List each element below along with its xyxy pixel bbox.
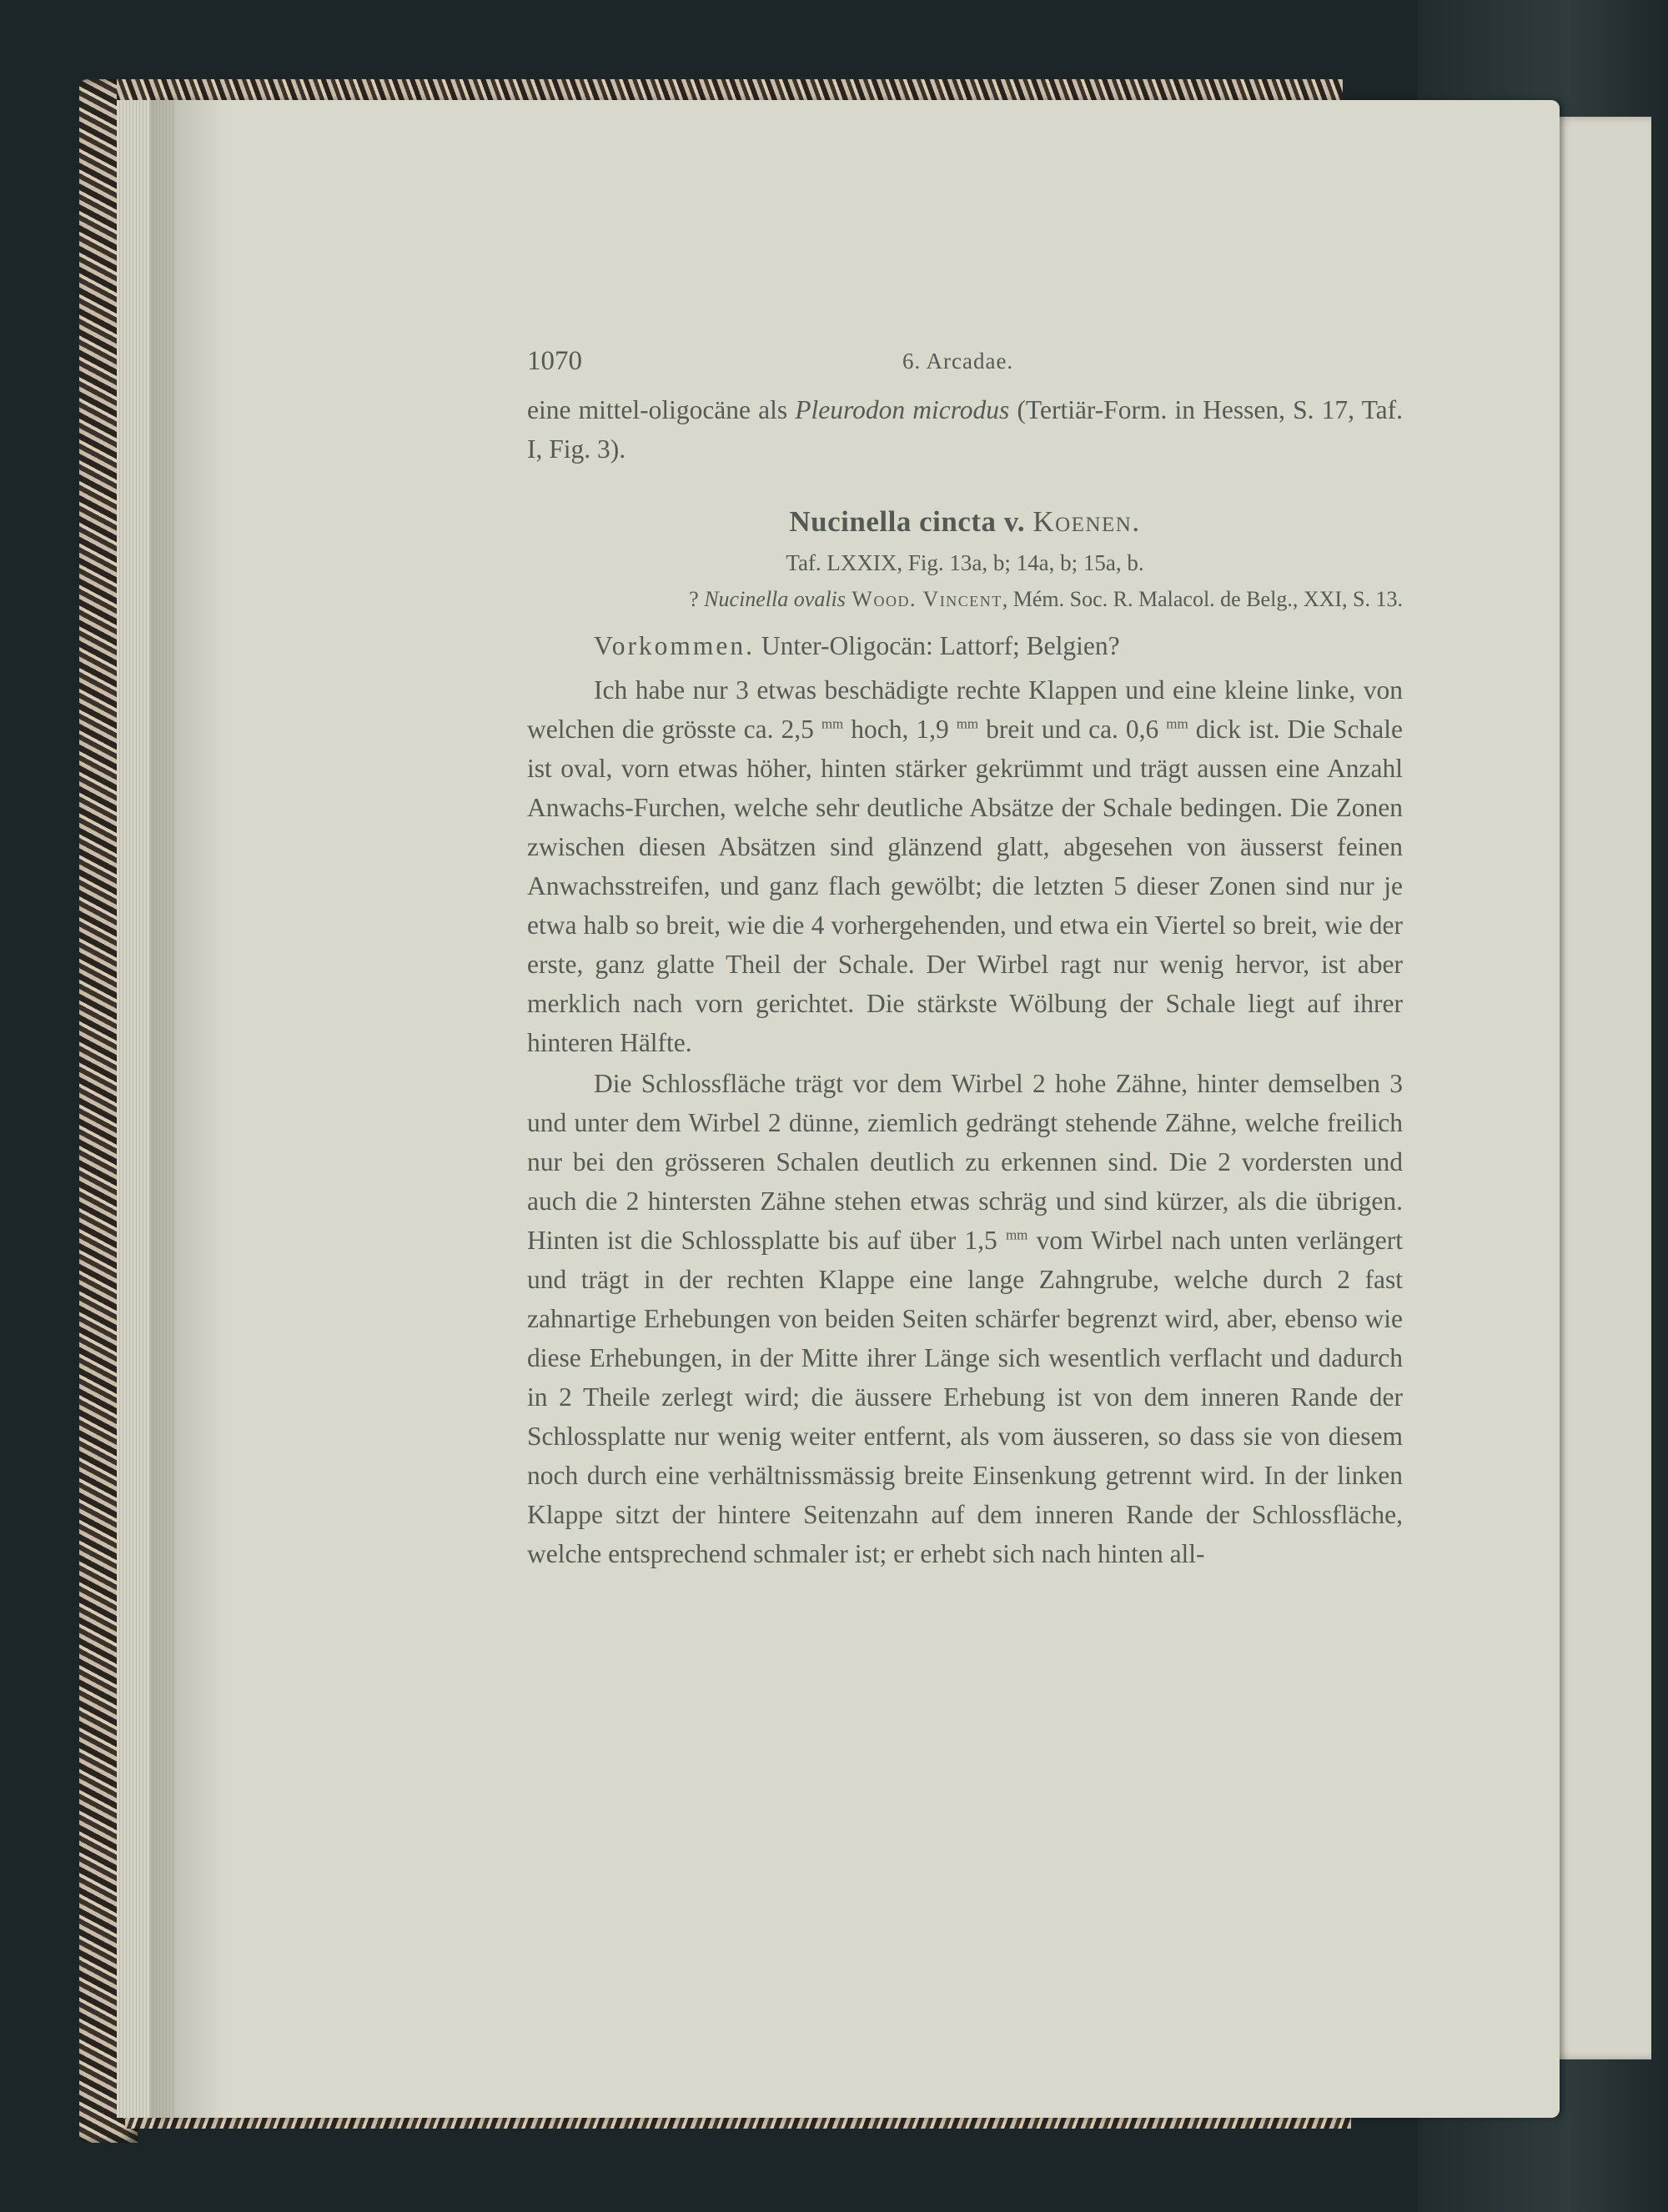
p1-text-d: dick ist. Die Schale ist oval, vorn etwas höher, hinten stärker gekrümmt und trägt aussen eine Anzahl Anwachs-Furchen, welche sehr deutliche Absätze der Schale bedingen. Die Zonen zwischen diesen Absätzen sind glänzend glatt, abgesehen von äusserst feinen Anwachsstreifen, und ganz flach gewölbt; die letzten 5 dieser Zonen sind nur je etwa halb so breit, wie die 4 vorhergehenden, und etwa ein Viertel so breit, wie der erste, ganz glatte Theil der Schale. Der Wirbel ragt nur wenig hervor, ist aber merklich nach vorn gerichtet. Die stärkste Wölbung der Schale liegt auf ihrer hinteren Hälfte.: [527, 715, 1403, 1057]
synonym-ref-author: Vincent: [922, 587, 1002, 611]
gutter-shadow: [150, 100, 225, 2118]
p1-text-c: breit und ca. 0,6: [978, 715, 1167, 744]
synonym-prefix: ?: [689, 587, 705, 611]
occurrence-label: Vorkommen.: [594, 631, 756, 660]
species-heading: [527, 502, 1403, 541]
page-number: 1070: [527, 346, 582, 376]
running-head: 6. Arcadae.: [902, 349, 1014, 374]
unit-mm: mm: [956, 715, 979, 732]
unit-mm: mm: [821, 715, 844, 732]
description-paragraph-1: [527, 670, 1403, 1062]
species-name: Nucinella cincta v.: [789, 505, 1026, 538]
unit-mm: mm: [1005, 1226, 1028, 1243]
synonym-reference: , Mém. Soc. R. Malacol. de Belg., XXI, S. 13.: [1002, 587, 1403, 611]
occurrence-line: [527, 626, 1403, 665]
plate-reference: Taf. LXXIX, Fig. 13a, b; 14a, b; 15a, b.: [786, 550, 1144, 575]
unit-mm: mm: [1166, 715, 1188, 732]
synonym-author: Wood.: [845, 587, 923, 611]
intro-text: eine mittel-oligocäne als: [527, 395, 796, 424]
intro-taxon: Pleurodon microdus: [795, 395, 1010, 424]
synonym-line: [527, 581, 1403, 618]
next-book-edge: [1551, 117, 1651, 2059]
intro-text-end: (Tertiär-Form. in Hessen, S. 17, Taf. I, Fig. 3).: [527, 395, 1403, 464]
p2-text-b: vom Wirbel nach unten verlängert und trägt in der rechten Klappe eine lange Zahngrube, welche durch 2 fast zahnartige Erhebungen von beiden Seiten schärfer begrenzt wird, aber, ebenso wie diese Erhebungen, in der Mitte ihrer Länge sich wesentlich verflacht und dadurch in 2 Theile zerlegt wird; die äussere Erhebung ist von dem inneren Rande der Schlossplatte nur wenig weiter entfernt, als vom äusseren, so dass sie von diesem noch durch eine verhältnissmässig breite Einsenkung getrennt wird. In der linken Klappe sitzt der hintere Seitenzahn auf dem inneren Rande der Schlossfläche, welche entsprechend schmaler ist; er erhebt sich nach hinten all-: [527, 1226, 1404, 1568]
page-text: [527, 342, 1403, 1573]
synonym-taxon: Nucinella ovalis: [704, 587, 846, 611]
description-paragraph-2: [527, 1064, 1403, 1573]
occurrence-text: Unter-Oligocän: Lattorf; Belgien?: [755, 631, 1120, 660]
species-author: Koenen.: [1032, 505, 1141, 538]
page-header: [527, 342, 1403, 390]
p1-text-b: hoch, 1,9: [843, 715, 957, 744]
p1-text-a: Ich habe nur 3 etwas beschädigte rechte Klappen und eine kleine linke, von welchen die grösste ca. 2,5: [527, 675, 1403, 744]
intro-paragraph: [527, 390, 1403, 469]
p2-text-a: Die Schlossfläche trägt vor dem Wirbel 2 hohe Zähne, hinter demselben 3 und unter dem Wirbel 2 dünne, ziemlich gedrängt stehende Zähne, welche freilich nur bei den grösseren Schalen deutlich zu erkennen sind. Die 2 vordersten und auch die 2 hintersten Zähne stehen etwas schräg und sind kürzer, als die übrigen. Hinten ist die Schlossplatte bis auf über 1,5: [527, 1069, 1403, 1255]
